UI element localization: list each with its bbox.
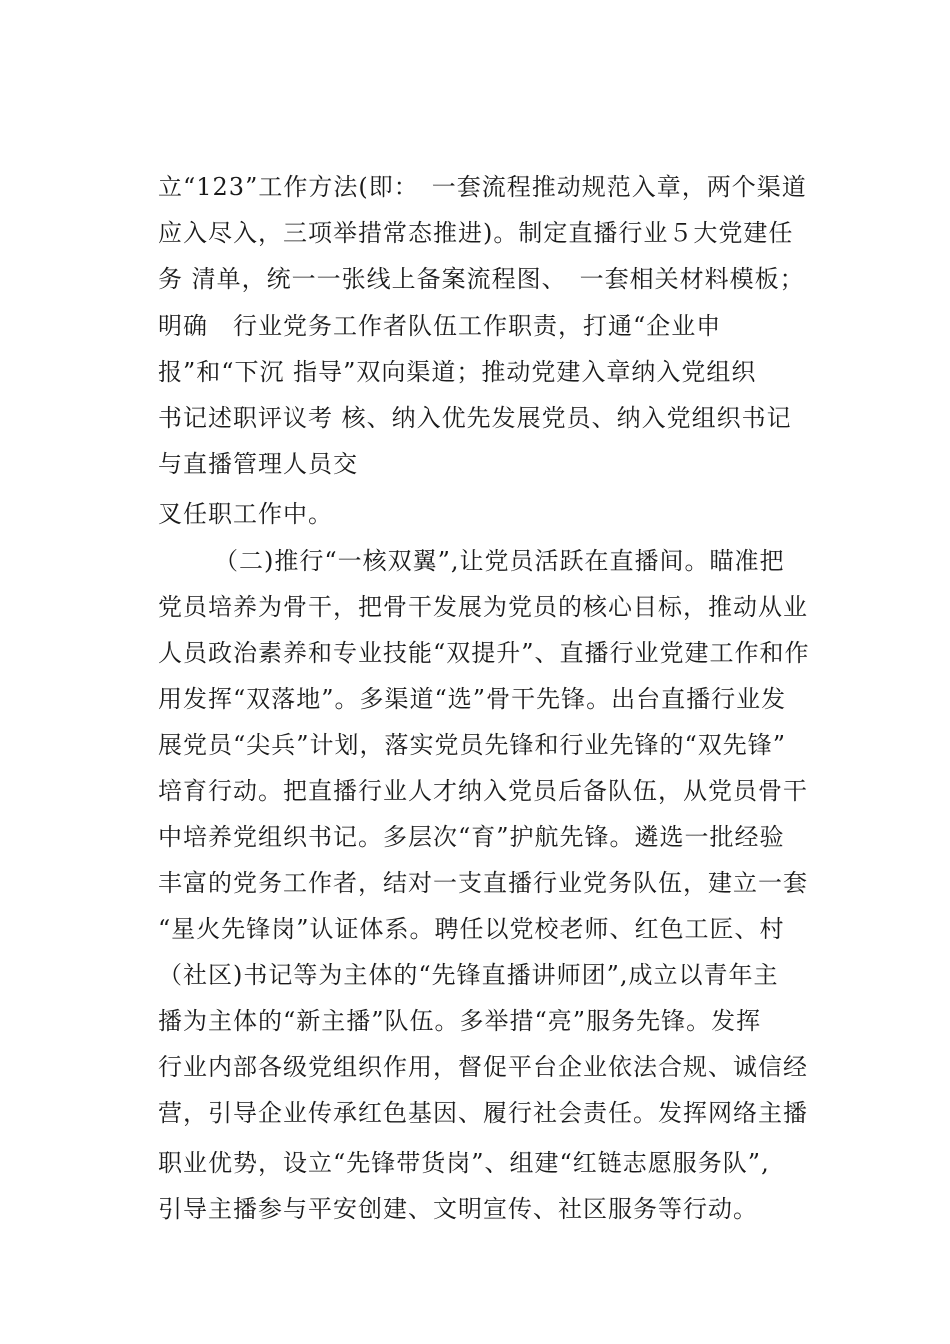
paragraph-line: （社区)书记等为主体的“先锋直播讲师团”,成立以青年主 bbox=[158, 961, 779, 989]
paragraph-line: 与直播管理人员交 bbox=[158, 450, 358, 478]
paragraph-line: 书记述职评议考 核、纳入优先发展党员、纳入党组织书记 bbox=[158, 404, 792, 432]
paragraph-line: 务 清单，统一一张线上备案流程图、 一套相关材料模板； bbox=[158, 265, 805, 293]
paragraph-line: 用发挥“双落地”。多渠道“选”骨干先锋。出台直播行业发 bbox=[158, 685, 787, 713]
paragraph-line: （二)推行“一核双翼”,让党员活跃在直播间。瞄准把 bbox=[214, 547, 785, 575]
paragraph-line: 中培养党组织书记。多层次“育”护航先锋。遴选一批经验 bbox=[158, 823, 785, 851]
paragraph-line: 明确 行业党务工作者队伍工作职责，打通“企业申 bbox=[158, 312, 722, 340]
paragraph-line: 丰富的党务工作者，结对一支直播行业党务队伍，建立一套 bbox=[158, 869, 808, 897]
paragraph-line: 展党员“尖兵”计划，落实党员先锋和行业先锋的“双先锋” bbox=[158, 731, 787, 759]
paragraph-line: 营，引导企业传承红色基因、履行社会责任。发挥网络主播 bbox=[158, 1099, 808, 1127]
paragraph-line: 引导主播参与平安创建、文明宣传、社区服务等行动。 bbox=[158, 1195, 758, 1223]
paragraph-line: 立“123”工作方法(即： 一套流程推动规范入章，两个渠道 bbox=[158, 173, 807, 201]
paragraph-line: 播为主体的“新主播”队伍。多举措“亮”服务先锋。发挥 bbox=[158, 1007, 762, 1035]
paragraph-line: “星火先锋岗”认证体系。聘任以党校老师、红色工匠、村 bbox=[158, 915, 785, 943]
paragraph-line: 培育行动。把直播行业人才纳入党员后备队伍，从党员骨干 bbox=[158, 777, 808, 805]
paragraph-line: 报”和“下沉 指导”双向渠道；推动党建入章纳入党组织 bbox=[158, 358, 757, 386]
paragraph-line: 职业优势，设立“先锋带货岗”、组建“红链志愿服务队”, bbox=[158, 1149, 770, 1177]
paragraph-line: 叉任职工作中。 bbox=[158, 500, 333, 528]
paragraph-line: 应入尽入，三项举措常态推进)。制定直播行业５大党建任 bbox=[158, 219, 794, 247]
paragraph-line: 人员政治素养和专业技能“双提升”、直播行业党建工作和作 bbox=[158, 639, 810, 667]
paragraph-line: 党员培养为骨干，把骨干发展为党员的核心目标，推动从业 bbox=[158, 593, 808, 621]
paragraph-line: 行业内部各级党组织作用，督促平台企业依法合规、诚信经 bbox=[158, 1053, 808, 1081]
